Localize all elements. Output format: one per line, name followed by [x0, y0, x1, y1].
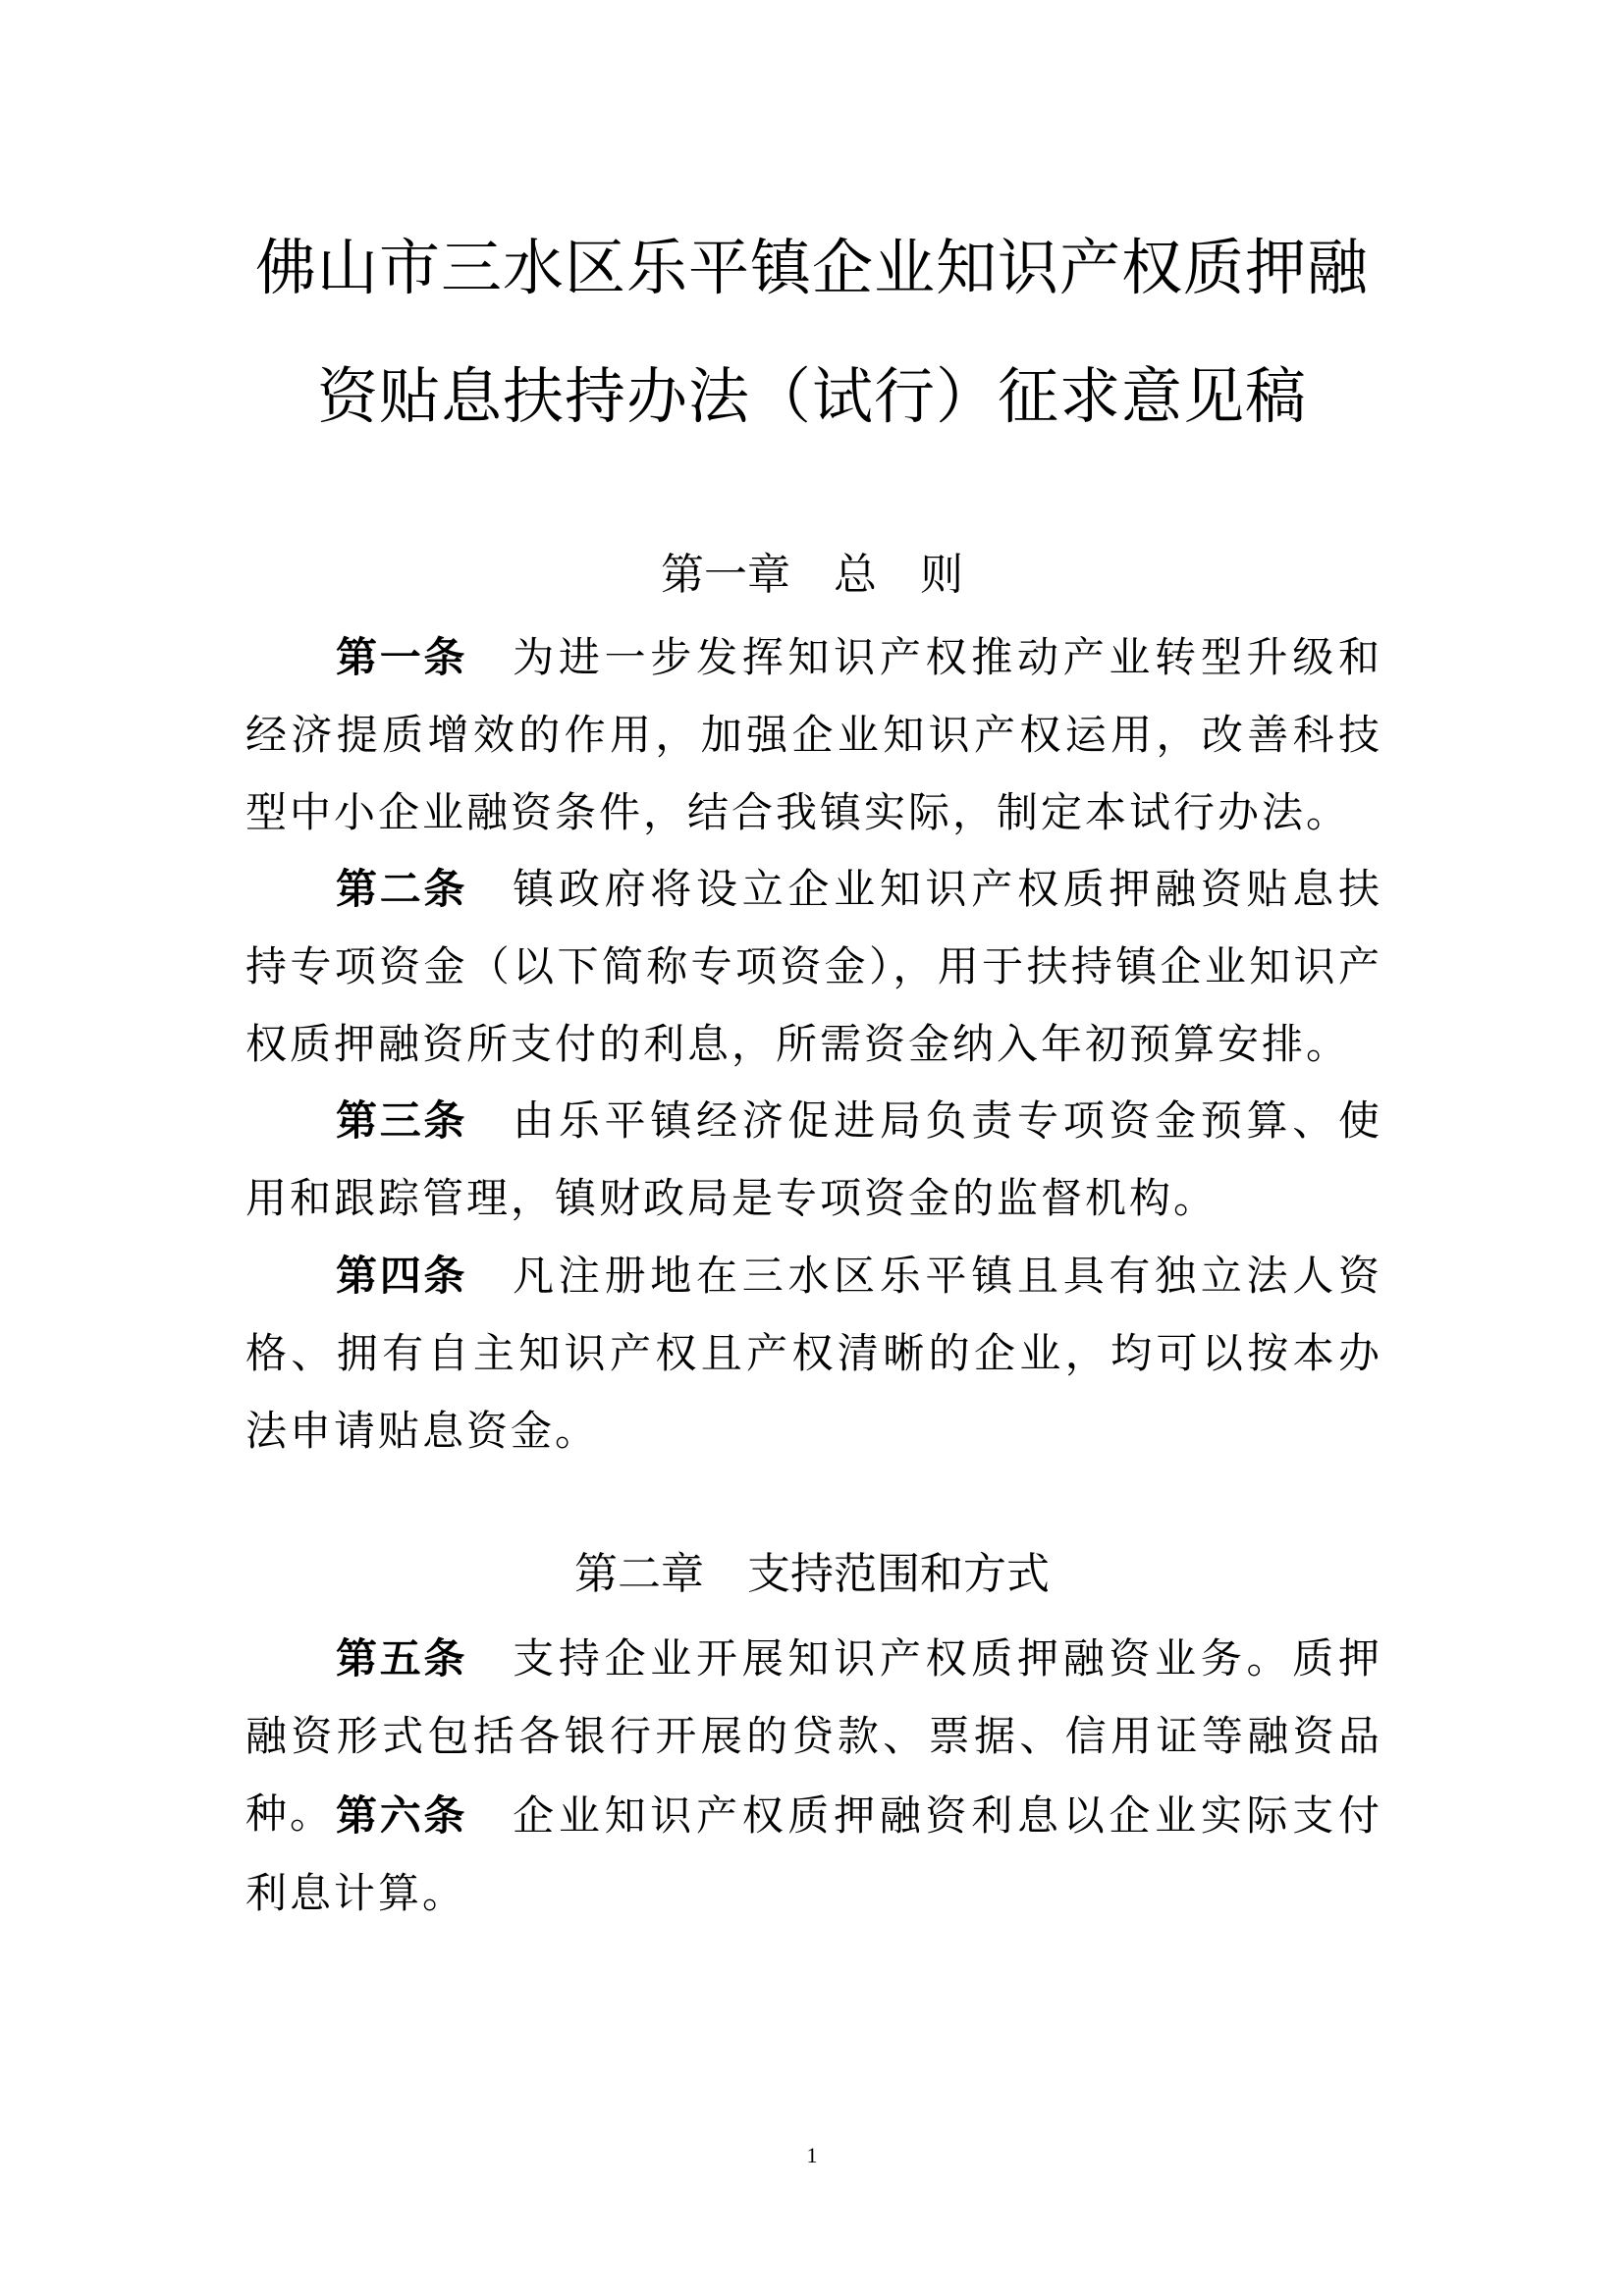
chapter-heading-2: 第二章 支持范围和方式 — [574, 1549, 1050, 1599]
article-label: 第五条 — [336, 1634, 468, 1682]
article-text: 镇政府将设立企业知识产权质押融资贴息扶持专项资金（以下简称专项资金），用于扶持镇企业知识产权质押融资所支付的利息，所需资金纳入年初预算安排。 — [245, 865, 1382, 1068]
article-4 — [245, 1237, 1382, 1469]
article-6 — [245, 1777, 1382, 1932]
article-1 — [245, 618, 1382, 851]
document-title-line-1: 佛山市三水区乐平镇企业知识产权质押融 — [254, 232, 1369, 303]
article-3 — [245, 1082, 1382, 1237]
article-label: 第三条 — [336, 1096, 468, 1145]
article-label: 第四条 — [336, 1252, 468, 1300]
article-2 — [245, 850, 1382, 1083]
article-text: 凡注册地在三水区乐平镇且具有独立法人资格、拥有自主知识产权且产权清晰的企业，均可以按本办法申请贴息资金。 — [245, 1252, 1382, 1455]
article-text: 支持企业开展知识产权质押融资业务。质押融资形式包括各银行开展的贷款、票据、信用证等融资品种。 — [245, 1634, 1382, 1838]
article-text: 由乐平镇经济促进局负责专项资金预算、使用和跟踪管理，镇财政局是专项资金的监督机构。 — [245, 1096, 1382, 1222]
article-text: 企业知识产权质押融资利息以企业实际支付利息计算。 — [245, 1791, 1382, 1917]
chapter-heading-1: 第一章 总 则 — [661, 550, 963, 600]
article-label: 第二条 — [336, 865, 468, 913]
document-title-line-2: 资贴息扶持办法（试行）征求意见稿 — [316, 360, 1307, 432]
article-label: 第六条 — [336, 1791, 468, 1840]
article-label: 第一条 — [336, 633, 468, 681]
article-text: 为进一步发挥知识产权推动产业转型升级和经济提质增效的作用，加强企业知识产权运用，改善科技型中小企业融资条件，结合我镇实际，制定本试行办法。 — [245, 633, 1382, 836]
page-number: 1 — [806, 2143, 818, 2167]
